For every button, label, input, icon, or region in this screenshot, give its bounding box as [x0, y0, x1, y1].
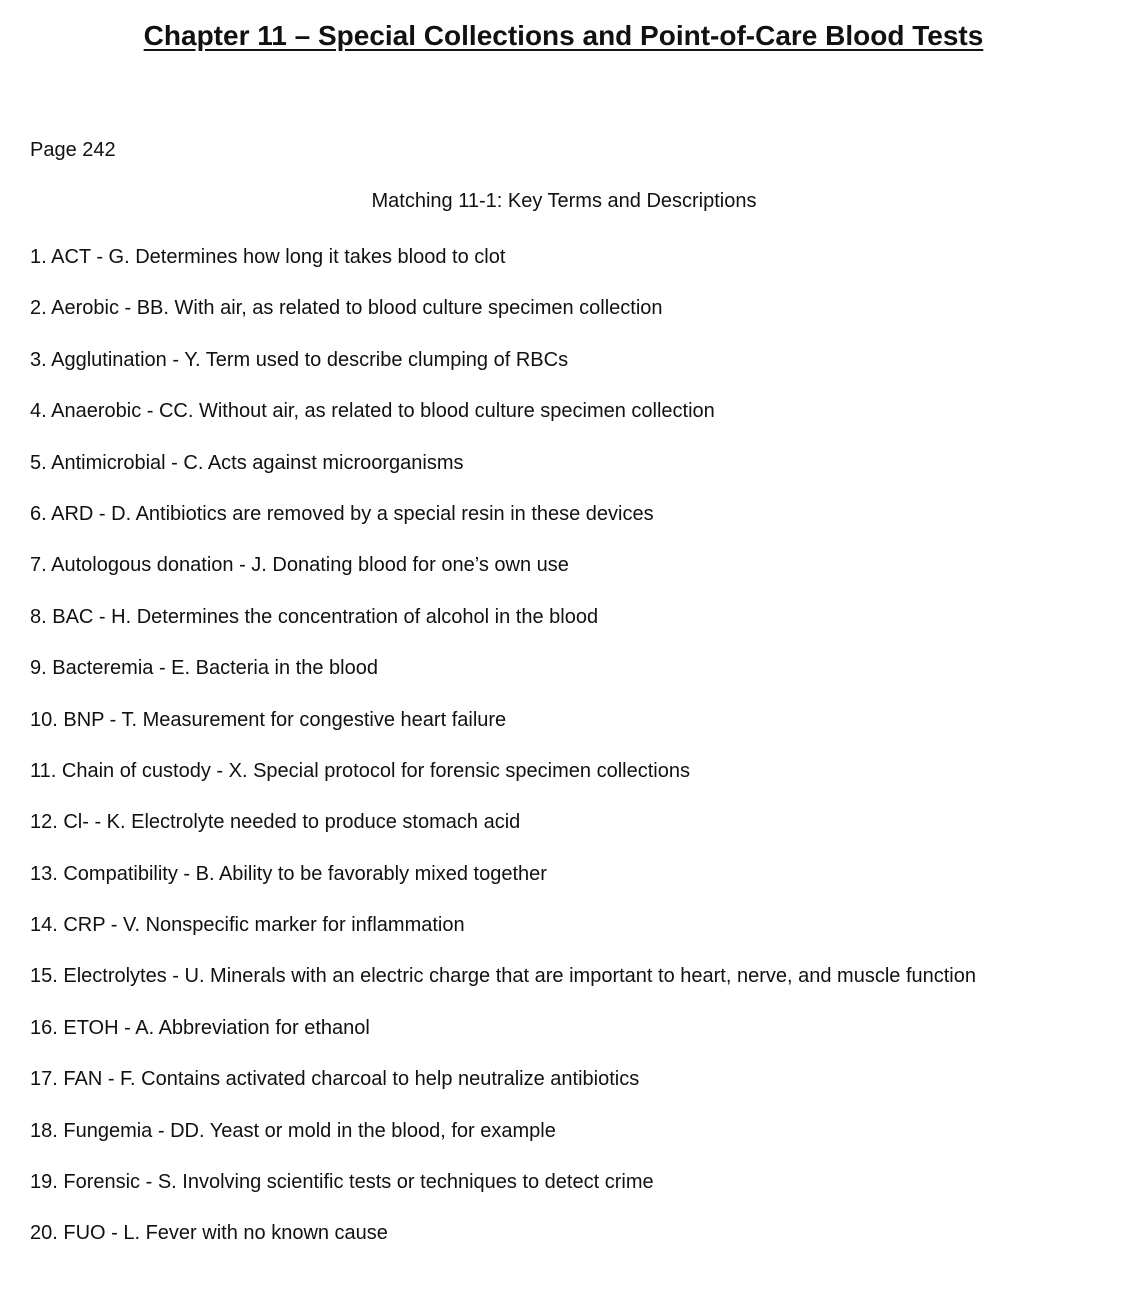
- list-item: 11. Chain of custody - X. Special protocol for forensic specimen collections: [30, 759, 690, 782]
- list-item: 3. Agglutination - Y. Term used to describe clumping of RBCs: [30, 348, 569, 371]
- list-item: 5. Antimicrobial - C. Acts against microorganisms: [30, 451, 464, 474]
- list-item: 13. Compatibility - B. Ability to be favorably mixed together: [30, 862, 547, 885]
- list-item: 15. Electrolytes - U. Minerals with an electric charge that are important to heart, nerve, and muscle function: [30, 965, 976, 988]
- list-item: 20. FUO - L. Fever with no known cause: [30, 1222, 388, 1245]
- list-item: 12. Cl- - K. Electrolyte needed to produce stomach acid: [30, 811, 521, 834]
- list-item: 17. FAN - F. Contains activated charcoal to help neutralize antibiotics: [30, 1068, 640, 1091]
- list-item: 18. Fungemia - DD. Yeast or mold in the blood, for example: [30, 1119, 556, 1142]
- list-item: 7. Autologous donation - J. Donating blood for one’s own use: [30, 554, 569, 577]
- list-item: 19. Forensic - S. Involving scientific tests or techniques to detect crime: [30, 1171, 654, 1194]
- page-label: Page 242: [30, 139, 116, 161]
- list-item: 2. Aerobic - BB. With air, as related to blood culture specimen collection: [30, 297, 663, 320]
- chapter-title: Chapter 11 – Special Collections and Point-of-Care Blood Tests: [143, 20, 984, 51]
- matching-list: [30, 241, 1060, 1269]
- list-item: 16. ETOH - A. Abbreviation for ethanol: [30, 1016, 370, 1039]
- list-item: 14. CRP - V. Nonspecific marker for inflammation: [30, 914, 465, 937]
- list-item: 1. ACT - G. Determines how long it takes blood to clot: [30, 246, 506, 268]
- list-item: 4. Anaerobic - CC. Without air, as related to blood culture specimen collection: [30, 400, 715, 423]
- list-item: 8. BAC - H. Determines the concentration of alcohol in the blood: [30, 605, 599, 628]
- list-item: 6. ARD - D. Antibiotics are removed by a special resin in these devices: [30, 502, 654, 525]
- section-title: Matching 11-1: Key Terms and Descriptions: [371, 190, 757, 212]
- list-item: 9. Bacteremia - E. Bacteria in the blood: [30, 657, 378, 680]
- list-item: 10. BNP - T. Measurement for congestive heart failure: [30, 708, 507, 731]
